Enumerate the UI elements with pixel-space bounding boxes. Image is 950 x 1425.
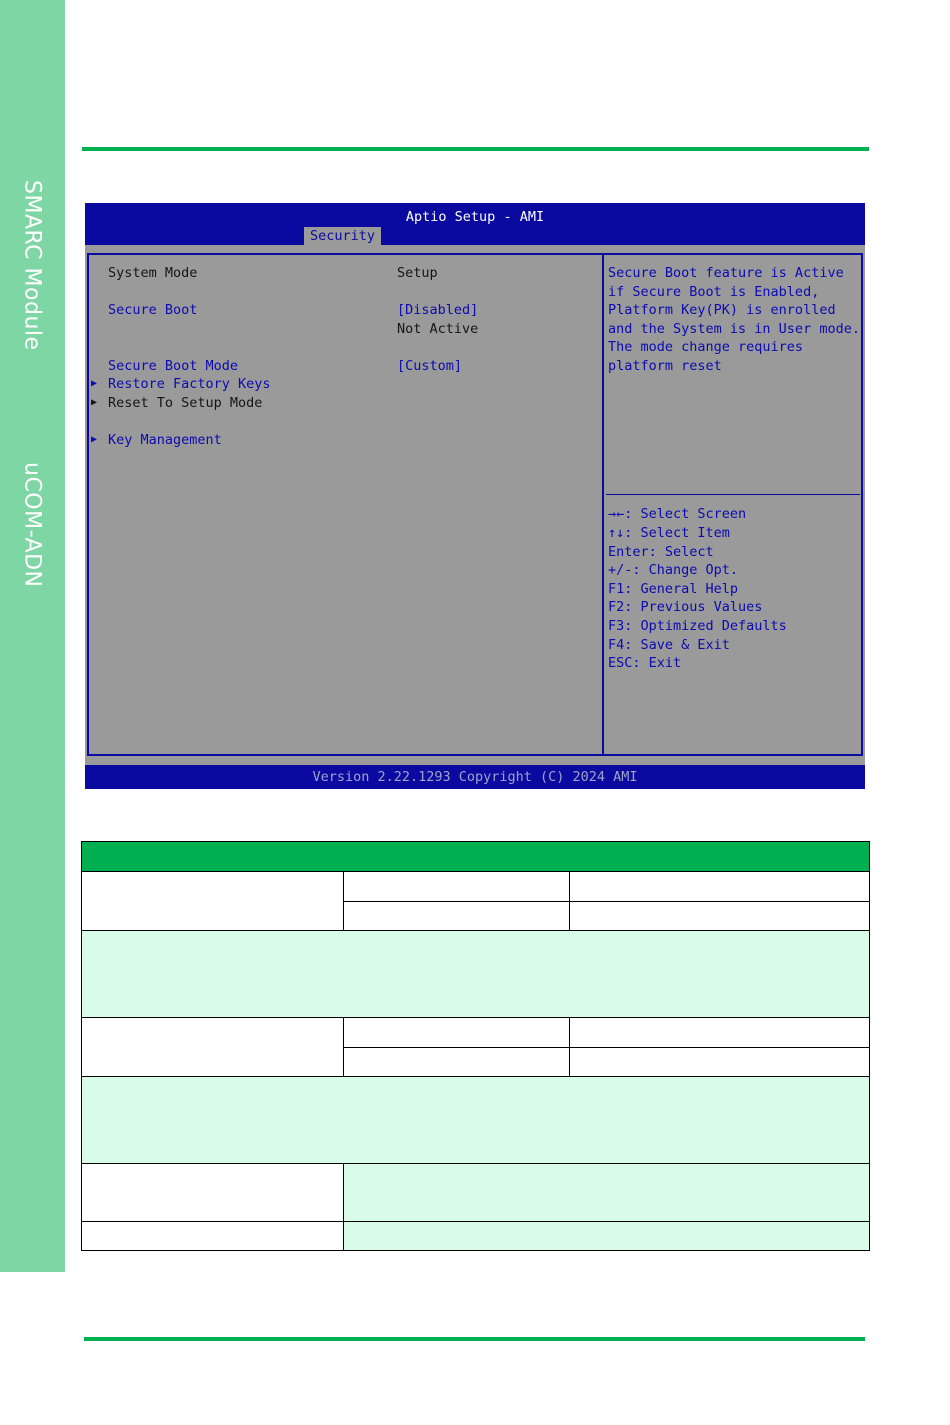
tab-security[interactable]: Security [304,227,381,246]
table-description-cell [82,931,870,1018]
help-text-line: Secure Boot feature is Active [608,265,844,281]
table-description-cell [82,1077,870,1164]
help-text-line: and the System is in User mode. [608,321,860,337]
table-cell [82,1018,344,1077]
help-separator [606,494,860,495]
table-cell [344,872,570,902]
help-text-line: The mode change requires [608,339,804,355]
table-cell [570,872,870,902]
table-row [82,931,870,1018]
key-help-select-screen: →←: Select Screen [608,506,747,522]
key-management-item[interactable]: Key Management [108,432,222,448]
sidebar-band [0,0,65,1272]
triangle-right-icon: ▶ [91,378,98,389]
key-help-f2: F2: Previous Values [608,599,763,615]
header-rule [82,147,869,151]
table-header [82,842,870,872]
help-text-line: if Secure Boot is Enabled, [608,284,820,300]
table-row [82,1018,870,1048]
table-cell [570,902,870,931]
table-row [82,1077,870,1164]
triangle-right-icon: ▶ [91,434,98,445]
bios-title: Aptio Setup - AMI [405,209,545,225]
key-help-enter: Enter: Select [608,544,714,560]
secure-boot-value[interactable]: [Disabled] [397,302,479,318]
secure-boot-status: Not Active [397,321,479,337]
table-cell [82,872,344,931]
key-help-f1: F1: General Help [608,581,739,597]
bios-footer: Version 2.22.1293 Copyright (C) 2024 AMI [85,765,865,789]
triangle-right-icon: ▶ [91,397,98,408]
table-cell [570,1048,870,1077]
table-cell [344,902,570,931]
table-row [82,872,870,902]
key-help-f4: F4: Save & Exit [608,637,730,653]
sidebar-product-label: SMARC Module [19,180,45,351]
help-text-line: Platform Key(PK) is enrolled [608,302,836,318]
key-help-esc: ESC: Exit [608,655,682,671]
key-help-f3: F3: Optimized Defaults [608,618,787,634]
system-mode-value: Setup [397,265,438,281]
key-help-select-item: ↑↓: Select Item [608,525,730,541]
table-row [82,1222,870,1251]
table-cell [344,1018,570,1048]
secure-boot-mode-label[interactable]: Secure Boot Mode [108,358,239,374]
reset-to-setup-mode-item[interactable]: Reset To Setup Mode [108,395,263,411]
settings-table [81,841,870,1251]
system-mode-label: System Mode [108,265,198,281]
bios-screenshot [85,203,865,789]
table-cell [570,1018,870,1048]
table-cell [82,1222,344,1251]
bios-panel-divider [602,253,604,756]
table-cell [344,1048,570,1077]
table-header-row [82,842,870,872]
restore-factory-keys-item[interactable]: Restore Factory Keys [108,376,271,392]
sidebar-model-label: uCOM-ADN [19,462,45,588]
secure-boot-label[interactable]: Secure Boot [108,302,198,318]
key-help-change-opt: +/-: Change Opt. [608,562,739,578]
table-description-cell [344,1222,870,1251]
secure-boot-mode-value[interactable]: [Custom] [397,358,463,374]
help-text-line: platform reset [608,358,722,374]
table-cell [82,1164,344,1222]
table-description-cell [344,1164,870,1222]
footer-rule [84,1337,865,1341]
table-row [82,1164,870,1222]
bios-header [85,203,865,245]
